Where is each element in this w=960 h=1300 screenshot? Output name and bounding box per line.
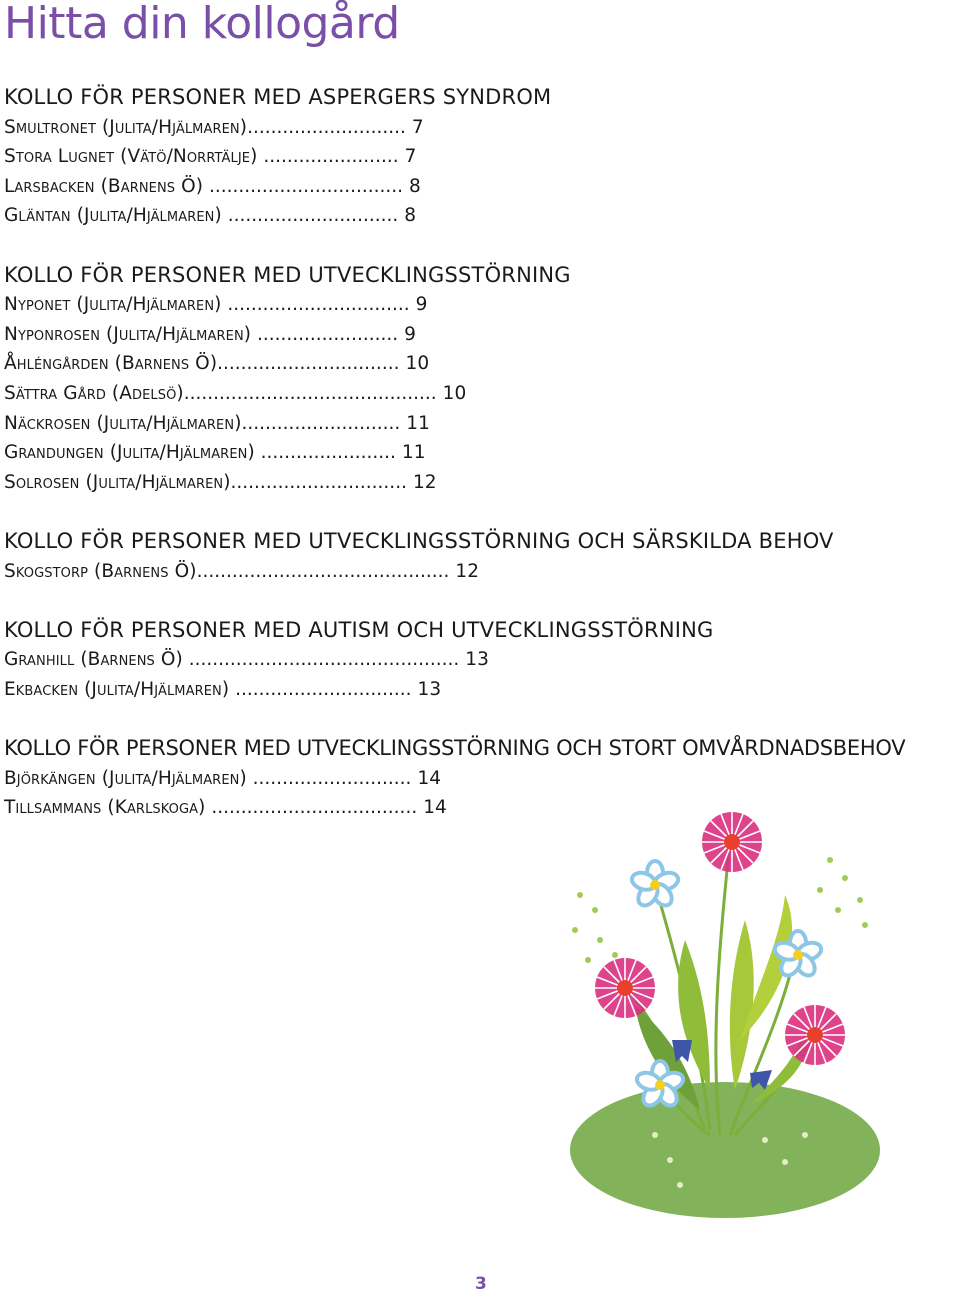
entry-page: 14 [423, 797, 447, 819]
toc-entry [4, 320, 960, 350]
entry-name: Solrosen (Julita/Hjälmaren) [4, 471, 231, 493]
leader-dots: ........................................... [183, 382, 437, 404]
toc-entry [4, 172, 960, 202]
entry-page: 11 [401, 442, 426, 464]
leader-dots: ........................... [246, 767, 412, 789]
leader-dots: ........................... [241, 412, 401, 434]
entry-name: Åhléngården (Barnens Ö) [4, 353, 218, 375]
toc-entry [4, 201, 960, 231]
section-heading: KOLLO FÖR PERSONER MED UTVECKLINGSSTÖRNING [4, 262, 571, 287]
entry-page: 14 [417, 767, 442, 789]
entry-name: Larsbacken (Barnens Ö) [4, 175, 204, 197]
entry-name: Stora Lugnet (Vätö/Norrtälje) [4, 146, 258, 168]
section-heading: KOLLO FÖR PERSONER MED UTVECKLINGSSTÖRNING OCH SÄRSKILDA BEHOV [4, 528, 834, 553]
leader-dots: ............................... [217, 353, 400, 375]
leader-dots: ....................... [254, 442, 396, 464]
toc-entry [4, 409, 960, 439]
toc-section [4, 83, 960, 231]
entry-page: 10 [405, 353, 430, 375]
grass-patch [570, 1082, 880, 1218]
entry-page: 9 [404, 323, 416, 345]
entry-page: 9 [415, 294, 428, 316]
pink-flower-icon [595, 958, 655, 1018]
entry-name: Skogstorp (Barnens Ö) [4, 560, 197, 582]
entry-name: Nyponrosen (Julita/Hjälmaren) [4, 323, 252, 345]
section-heading: KOLLO FÖR PERSONER MED AUTISM OCH UTVECKLINGSSTÖRNING [4, 617, 714, 642]
pink-flower-icon [702, 812, 762, 872]
leader-dots: ................................. [203, 175, 404, 197]
toc-entry [4, 675, 960, 705]
entry-page: 8 [404, 205, 417, 227]
entry-page: 12 [455, 560, 480, 582]
entry-page: 10 [442, 382, 467, 404]
leader-dots: .............................. [229, 678, 412, 700]
toc-entry [4, 349, 960, 379]
entry-page: 13 [417, 678, 442, 700]
toc-entry [4, 438, 960, 468]
leader-dots: ........................................... [196, 560, 450, 582]
entry-name: Tillsammans (Karlskoga) [4, 797, 206, 819]
table-of-contents [4, 83, 960, 852]
toc-entry [4, 379, 960, 409]
blue-flower-icon [630, 861, 681, 909]
entry-page: 7 [411, 116, 424, 138]
toc-section [4, 261, 960, 498]
toc-section [4, 616, 960, 705]
page-title: Hitta din kollogård [4, 0, 400, 49]
section-heading: KOLLO FÖR PERSONER MED ASPERGERS SYNDROM [4, 85, 552, 109]
toc-entry [4, 557, 960, 587]
entry-name: Smultronet (Julita/Hjälmaren) [4, 116, 248, 138]
entry-page: 8 [409, 175, 421, 197]
toc-section [4, 527, 960, 586]
leader-dots: .............................................. [182, 649, 460, 671]
toc-entry [4, 142, 960, 172]
leader-dots: ............................... [221, 294, 410, 316]
toc-entry [4, 113, 960, 143]
leader-dots: ............................. [221, 205, 399, 227]
flower-illustration [560, 790, 890, 1220]
entry-page: 7 [404, 146, 417, 168]
toc-entry [4, 764, 960, 794]
leader-dots: .............................. [230, 471, 407, 493]
entry-page: 13 [465, 649, 489, 671]
entry-name: Nyponet (Julita/Hjälmaren) [4, 294, 222, 316]
leader-dots: ........................ [251, 323, 399, 345]
leader-dots: ................................... [205, 797, 418, 819]
page-number: 3 [475, 1274, 487, 1294]
entry-name: Ekbacken (Julita/Hjälmaren) [4, 678, 230, 700]
entry-name: Granhill (Barnens Ö) [4, 649, 183, 671]
toc-entry [4, 645, 960, 675]
pink-flower-icon [785, 1005, 845, 1065]
toc-entry [4, 290, 960, 320]
section-heading: KOLLO FÖR PERSONER MED UTVECKLINGSSTÖRNING OCH STORT OMVÅRDNADSBEHOV [4, 736, 906, 761]
entry-page: 11 [406, 412, 431, 434]
entry-page: 12 [412, 471, 437, 493]
leader-dots: ....................... [257, 146, 399, 168]
entry-name: Gläntan (Julita/Hjälmaren) [4, 205, 222, 227]
leader-dots: ........................... [247, 116, 406, 138]
entry-name: Sättra Gård (Adelsö) [4, 382, 184, 404]
entry-name: Grandungen (Julita/Hjälmaren) [4, 442, 255, 464]
entry-name: Näckrosen (Julita/Hjälmaren) [4, 412, 242, 434]
toc-entry [4, 468, 960, 498]
entry-name: Björkängen (Julita/Hjälmaren) [4, 767, 247, 789]
